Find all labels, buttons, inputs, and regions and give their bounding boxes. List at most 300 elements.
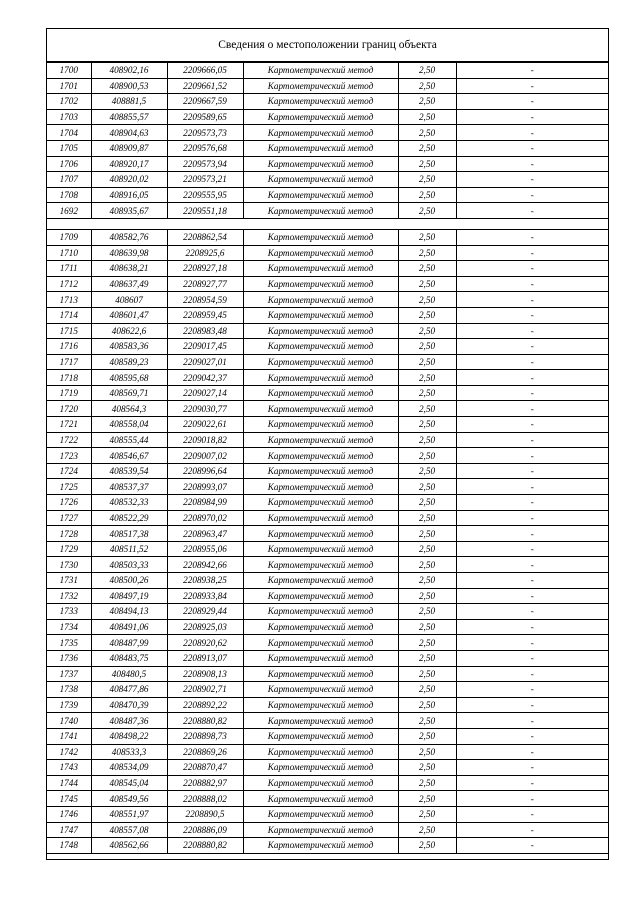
description-cell: - xyxy=(456,791,608,807)
description-cell: - xyxy=(456,78,608,94)
coord-y-cell: 2208933,84 xyxy=(167,588,243,604)
description-cell: - xyxy=(456,495,608,511)
coord-y-cell: 2208890,5 xyxy=(167,806,243,822)
method-cell: Картометрический метод xyxy=(243,650,398,666)
coord-y-cell: 2208955,06 xyxy=(167,541,243,557)
coord-x-cell: 408500,26 xyxy=(91,573,167,589)
coord-y-cell: 2208880,82 xyxy=(167,713,243,729)
accuracy-cell: 2,50 xyxy=(398,760,456,776)
coord-x-cell: 408522,29 xyxy=(91,510,167,526)
accuracy-cell: 2,50 xyxy=(398,728,456,744)
coord-y-cell: 2209666,05 xyxy=(167,63,243,79)
accuracy-cell: 2,50 xyxy=(398,682,456,698)
description-cell: - xyxy=(456,557,608,573)
accuracy-cell: 2,50 xyxy=(398,822,456,838)
description-cell: - xyxy=(456,203,608,219)
description-cell: - xyxy=(456,682,608,698)
description-cell: - xyxy=(456,401,608,417)
coord-x-cell: 408637,49 xyxy=(91,276,167,292)
method-cell: Картометрический метод xyxy=(243,187,398,203)
accuracy-cell: 2,50 xyxy=(398,140,456,156)
coord-x-cell: 408537,37 xyxy=(91,479,167,495)
accuracy-cell: 2,50 xyxy=(398,635,456,651)
method-cell: Картометрический метод xyxy=(243,229,398,245)
description-cell: - xyxy=(456,604,608,620)
description-cell: - xyxy=(456,187,608,203)
method-cell: Картометрический метод xyxy=(243,541,398,557)
accuracy-cell: 2,50 xyxy=(398,276,456,292)
accuracy-cell: 2,50 xyxy=(398,339,456,355)
description-cell: - xyxy=(456,573,608,589)
coord-x-cell: 408480,5 xyxy=(91,666,167,682)
method-cell: Картометрический метод xyxy=(243,432,398,448)
coord-x-cell: 408503,33 xyxy=(91,557,167,573)
coord-y-cell: 2208996,64 xyxy=(167,463,243,479)
table-row xyxy=(47,650,608,666)
point-number-cell: 1713 xyxy=(47,292,91,308)
group1-rows xyxy=(47,63,608,219)
coord-y-cell: 2209018,82 xyxy=(167,432,243,448)
coord-x-cell: 408511,52 xyxy=(91,541,167,557)
method-cell: Картометрический метод xyxy=(243,728,398,744)
method-cell: Картометрический метод xyxy=(243,744,398,760)
coord-x-cell: 408534,09 xyxy=(91,760,167,776)
coord-x-cell: 408533,3 xyxy=(91,744,167,760)
accuracy-cell: 2,50 xyxy=(398,541,456,557)
coord-x-cell: 408855,57 xyxy=(91,109,167,125)
accuracy-cell: 2,50 xyxy=(398,604,456,620)
accuracy-cell: 2,50 xyxy=(398,187,456,203)
coord-x-cell: 408589,23 xyxy=(91,354,167,370)
point-number-cell: 1734 xyxy=(47,619,91,635)
description-cell: - xyxy=(456,432,608,448)
point-number-cell: 1711 xyxy=(47,261,91,277)
accuracy-cell: 2,50 xyxy=(398,292,456,308)
accuracy-cell: 2,50 xyxy=(398,744,456,760)
accuracy-cell: 2,50 xyxy=(398,78,456,94)
description-cell: - xyxy=(456,806,608,822)
table-row xyxy=(47,744,608,760)
table-row xyxy=(47,63,608,79)
description-cell: - xyxy=(456,588,608,604)
accuracy-cell: 2,50 xyxy=(398,557,456,573)
table-row xyxy=(47,838,608,854)
point-number-cell: 1727 xyxy=(47,510,91,526)
method-cell: Картометрический метод xyxy=(243,775,398,791)
point-number-cell: 1745 xyxy=(47,791,91,807)
boundary-table-sheet xyxy=(46,28,609,860)
coord-x-cell: 408638,21 xyxy=(91,261,167,277)
table-row xyxy=(47,775,608,791)
accuracy-cell: 2,50 xyxy=(398,510,456,526)
point-number-cell: 1715 xyxy=(47,323,91,339)
coord-y-cell: 2209027,01 xyxy=(167,354,243,370)
coord-y-cell: 2209017,45 xyxy=(167,339,243,355)
coordinates-table xyxy=(47,62,608,854)
description-cell: - xyxy=(456,479,608,495)
point-number-cell: 1735 xyxy=(47,635,91,651)
coord-y-cell: 2208970,02 xyxy=(167,510,243,526)
coord-x-cell: 408601,47 xyxy=(91,307,167,323)
coord-y-cell: 2208929,44 xyxy=(167,604,243,620)
table-row xyxy=(47,791,608,807)
description-cell: - xyxy=(456,619,608,635)
description-cell: - xyxy=(456,463,608,479)
table-row xyxy=(47,588,608,604)
method-cell: Картометрический метод xyxy=(243,339,398,355)
coord-y-cell: 2208984,99 xyxy=(167,495,243,511)
method-cell: Картометрический метод xyxy=(243,822,398,838)
point-number-cell: 1709 xyxy=(47,229,91,245)
method-cell: Картометрический метод xyxy=(243,370,398,386)
coord-x-cell: 408909,87 xyxy=(91,140,167,156)
coord-y-cell: 2208925,03 xyxy=(167,619,243,635)
coord-x-cell: 408555,44 xyxy=(91,432,167,448)
point-number-cell: 1718 xyxy=(47,370,91,386)
method-cell: Картометрический метод xyxy=(243,463,398,479)
accuracy-cell: 2,50 xyxy=(398,354,456,370)
coord-x-cell: 408549,56 xyxy=(91,791,167,807)
coord-y-cell: 2208882,97 xyxy=(167,775,243,791)
description-cell: - xyxy=(456,385,608,401)
coord-y-cell: 2209042,37 xyxy=(167,370,243,386)
point-number-cell: 1692 xyxy=(47,203,91,219)
coord-y-cell: 2208983,48 xyxy=(167,323,243,339)
method-cell: Картометрический метод xyxy=(243,125,398,141)
coord-y-cell: 2209551,18 xyxy=(167,203,243,219)
method-cell: Картометрический метод xyxy=(243,307,398,323)
coord-y-cell: 2209576,68 xyxy=(167,140,243,156)
coord-y-cell: 2208862,54 xyxy=(167,229,243,245)
method-cell: Картометрический метод xyxy=(243,140,398,156)
coord-y-cell: 2209007,02 xyxy=(167,448,243,464)
table-row xyxy=(47,495,608,511)
point-number-cell: 1726 xyxy=(47,495,91,511)
method-cell: Картометрический метод xyxy=(243,276,398,292)
coord-x-cell: 408916,05 xyxy=(91,187,167,203)
description-cell: - xyxy=(456,760,608,776)
description-cell: - xyxy=(456,744,608,760)
table-row xyxy=(47,697,608,713)
description-cell: - xyxy=(456,775,608,791)
description-cell: - xyxy=(456,713,608,729)
coord-x-cell: 408477,86 xyxy=(91,682,167,698)
description-cell: - xyxy=(456,417,608,433)
coord-x-cell: 408551,97 xyxy=(91,806,167,822)
method-cell: Картометрический метод xyxy=(243,354,398,370)
accuracy-cell: 2,50 xyxy=(398,261,456,277)
method-cell: Картометрический метод xyxy=(243,573,398,589)
coord-y-cell: 2208920,62 xyxy=(167,635,243,651)
point-number-cell: 1706 xyxy=(47,156,91,172)
accuracy-cell: 2,50 xyxy=(398,713,456,729)
description-cell: - xyxy=(456,822,608,838)
accuracy-cell: 2,50 xyxy=(398,432,456,448)
accuracy-cell: 2,50 xyxy=(398,370,456,386)
table-row xyxy=(47,261,608,277)
table-row xyxy=(47,125,608,141)
point-number-cell: 1707 xyxy=(47,172,91,188)
description-cell: - xyxy=(456,63,608,79)
method-cell: Картометрический метод xyxy=(243,682,398,698)
point-number-cell: 1743 xyxy=(47,760,91,776)
table-row xyxy=(47,187,608,203)
method-cell: Картометрический метод xyxy=(243,666,398,682)
description-cell: - xyxy=(456,838,608,854)
coord-x-cell: 408487,99 xyxy=(91,635,167,651)
point-number-cell: 1712 xyxy=(47,276,91,292)
description-cell: - xyxy=(456,526,608,542)
accuracy-cell: 2,50 xyxy=(398,245,456,261)
coord-y-cell: 2208959,45 xyxy=(167,307,243,323)
table-row xyxy=(47,573,608,589)
coord-y-cell: 2209573,21 xyxy=(167,172,243,188)
coord-x-cell: 408498,22 xyxy=(91,728,167,744)
table-row xyxy=(47,245,608,261)
description-cell: - xyxy=(456,172,608,188)
point-number-cell: 1710 xyxy=(47,245,91,261)
coord-x-cell: 408487,36 xyxy=(91,713,167,729)
point-number-cell: 1708 xyxy=(47,187,91,203)
description-cell: - xyxy=(456,229,608,245)
point-number-cell: 1703 xyxy=(47,109,91,125)
coord-y-cell: 2209030,77 xyxy=(167,401,243,417)
method-cell: Картометрический метод xyxy=(243,557,398,573)
coord-x-cell: 408494,13 xyxy=(91,604,167,620)
coord-x-cell: 408517,38 xyxy=(91,526,167,542)
coord-x-cell: 408470,39 xyxy=(91,697,167,713)
table-row xyxy=(47,760,608,776)
point-number-cell: 1716 xyxy=(47,339,91,355)
point-number-cell: 1741 xyxy=(47,728,91,744)
accuracy-cell: 2,50 xyxy=(398,385,456,401)
method-cell: Картометрический метод xyxy=(243,713,398,729)
accuracy-cell: 2,50 xyxy=(398,172,456,188)
table-row xyxy=(47,109,608,125)
accuracy-cell: 2,50 xyxy=(398,791,456,807)
coord-y-cell: 2209022,61 xyxy=(167,417,243,433)
point-number-cell: 1719 xyxy=(47,385,91,401)
description-cell: - xyxy=(456,635,608,651)
coord-y-cell: 2208993,07 xyxy=(167,479,243,495)
description-cell: - xyxy=(456,109,608,125)
method-cell: Картометрический метод xyxy=(243,479,398,495)
accuracy-cell: 2,50 xyxy=(398,463,456,479)
description-cell: - xyxy=(456,541,608,557)
accuracy-cell: 2,50 xyxy=(398,775,456,791)
coord-y-cell: 2208925,6 xyxy=(167,245,243,261)
table-row xyxy=(47,432,608,448)
table-row xyxy=(47,619,608,635)
coord-y-cell: 2208942,66 xyxy=(167,557,243,573)
method-cell: Картометрический метод xyxy=(243,323,398,339)
method-cell: Картометрический метод xyxy=(243,156,398,172)
description-cell: - xyxy=(456,125,608,141)
coord-y-cell: 2208913,07 xyxy=(167,650,243,666)
coord-x-cell: 408497,19 xyxy=(91,588,167,604)
accuracy-cell: 2,50 xyxy=(398,588,456,604)
coord-y-cell: 2209027,14 xyxy=(167,385,243,401)
coord-y-cell: 2208963,47 xyxy=(167,526,243,542)
table-row xyxy=(47,666,608,682)
table-row xyxy=(47,713,608,729)
method-cell: Картометрический метод xyxy=(243,109,398,125)
table-row xyxy=(47,385,608,401)
coord-y-cell: 2208870,47 xyxy=(167,760,243,776)
coord-x-cell: 408558,04 xyxy=(91,417,167,433)
point-number-cell: 1722 xyxy=(47,432,91,448)
coord-x-cell: 408491,06 xyxy=(91,619,167,635)
accuracy-cell: 2,50 xyxy=(398,94,456,110)
point-number-cell: 1702 xyxy=(47,94,91,110)
coord-y-cell: 2209589,65 xyxy=(167,109,243,125)
accuracy-cell: 2,50 xyxy=(398,63,456,79)
point-number-cell: 1739 xyxy=(47,697,91,713)
coord-x-cell: 408639,98 xyxy=(91,245,167,261)
method-cell: Картометрический метод xyxy=(243,203,398,219)
coord-y-cell: 2208927,77 xyxy=(167,276,243,292)
method-cell: Картометрический метод xyxy=(243,417,398,433)
table-row xyxy=(47,682,608,698)
table-title: Сведения о местоположении границ объекта xyxy=(47,29,608,62)
accuracy-cell: 2,50 xyxy=(398,448,456,464)
accuracy-cell: 2,50 xyxy=(398,307,456,323)
point-number-cell: 1728 xyxy=(47,526,91,542)
table-row xyxy=(47,479,608,495)
method-cell: Картометрический метод xyxy=(243,94,398,110)
coord-x-cell: 408920,17 xyxy=(91,156,167,172)
point-number-cell: 1701 xyxy=(47,78,91,94)
accuracy-cell: 2,50 xyxy=(398,109,456,125)
point-number-cell: 1733 xyxy=(47,604,91,620)
point-number-cell: 1731 xyxy=(47,573,91,589)
table-row xyxy=(47,635,608,651)
point-number-cell: 1721 xyxy=(47,417,91,433)
accuracy-cell: 2,50 xyxy=(398,806,456,822)
method-cell: Картометрический метод xyxy=(243,806,398,822)
accuracy-cell: 2,50 xyxy=(398,479,456,495)
table-row xyxy=(47,172,608,188)
point-number-cell: 1723 xyxy=(47,448,91,464)
table-row xyxy=(47,604,608,620)
point-number-cell: 1717 xyxy=(47,354,91,370)
table-row xyxy=(47,140,608,156)
table-row xyxy=(47,78,608,94)
method-cell: Картометрический метод xyxy=(243,78,398,94)
description-cell: - xyxy=(456,292,608,308)
accuracy-cell: 2,50 xyxy=(398,495,456,511)
method-cell: Картометрический метод xyxy=(243,385,398,401)
method-cell: Картометрический метод xyxy=(243,588,398,604)
coord-y-cell: 2208886,09 xyxy=(167,822,243,838)
method-cell: Картометрический метод xyxy=(243,245,398,261)
point-number-cell: 1705 xyxy=(47,140,91,156)
coord-y-cell: 2208869,26 xyxy=(167,744,243,760)
method-cell: Картометрический метод xyxy=(243,604,398,620)
point-number-cell: 1747 xyxy=(47,822,91,838)
group2-rows xyxy=(47,229,608,853)
method-cell: Картометрический метод xyxy=(243,172,398,188)
coord-y-cell: 2208902,71 xyxy=(167,682,243,698)
method-cell: Картометрический метод xyxy=(243,292,398,308)
coord-x-cell: 408582,76 xyxy=(91,229,167,245)
table-row xyxy=(47,229,608,245)
accuracy-cell: 2,50 xyxy=(398,323,456,339)
table-row xyxy=(47,323,608,339)
accuracy-cell: 2,50 xyxy=(398,526,456,542)
table-row xyxy=(47,806,608,822)
coord-y-cell: 2208888,02 xyxy=(167,791,243,807)
description-cell: - xyxy=(456,94,608,110)
description-cell: - xyxy=(456,276,608,292)
coord-y-cell: 2209555,95 xyxy=(167,187,243,203)
table-row xyxy=(47,541,608,557)
point-number-cell: 1720 xyxy=(47,401,91,417)
method-cell: Картометрический метод xyxy=(243,63,398,79)
table-row xyxy=(47,156,608,172)
table-row xyxy=(47,463,608,479)
coord-y-cell: 2208938,25 xyxy=(167,573,243,589)
method-cell: Картометрический метод xyxy=(243,448,398,464)
accuracy-cell: 2,50 xyxy=(398,401,456,417)
method-cell: Картометрический метод xyxy=(243,526,398,542)
coord-x-cell: 408539,54 xyxy=(91,463,167,479)
method-cell: Картометрический метод xyxy=(243,261,398,277)
point-number-cell: 1746 xyxy=(47,806,91,822)
coord-y-cell: 2208898,73 xyxy=(167,728,243,744)
method-cell: Картометрический метод xyxy=(243,510,398,526)
table-row xyxy=(47,354,608,370)
description-cell: - xyxy=(456,697,608,713)
description-cell: - xyxy=(456,448,608,464)
table-row xyxy=(47,339,608,355)
table-row xyxy=(47,203,608,219)
point-number-cell: 1740 xyxy=(47,713,91,729)
table-row xyxy=(47,822,608,838)
method-cell: Картометрический метод xyxy=(243,635,398,651)
point-number-cell: 1748 xyxy=(47,838,91,854)
description-cell: - xyxy=(456,370,608,386)
description-cell: - xyxy=(456,261,608,277)
method-cell: Картометрический метод xyxy=(243,619,398,635)
coord-x-cell: 408569,71 xyxy=(91,385,167,401)
coord-y-cell: 2208927,18 xyxy=(167,261,243,277)
coord-x-cell: 408562,66 xyxy=(91,838,167,854)
accuracy-cell: 2,50 xyxy=(398,650,456,666)
point-number-cell: 1744 xyxy=(47,775,91,791)
coord-y-cell: 2209661,52 xyxy=(167,78,243,94)
coord-x-cell: 408920,02 xyxy=(91,172,167,188)
description-cell: - xyxy=(456,245,608,261)
coord-x-cell: 408564,3 xyxy=(91,401,167,417)
point-number-cell: 1704 xyxy=(47,125,91,141)
coord-y-cell: 2209667,59 xyxy=(167,94,243,110)
coord-x-cell: 408595,68 xyxy=(91,370,167,386)
description-cell: - xyxy=(456,156,608,172)
coord-x-cell: 408583,36 xyxy=(91,339,167,355)
method-cell: Картометрический метод xyxy=(243,401,398,417)
description-cell: - xyxy=(456,323,608,339)
table-row xyxy=(47,448,608,464)
point-number-cell: 1724 xyxy=(47,463,91,479)
table-row xyxy=(47,94,608,110)
table-row xyxy=(47,401,608,417)
coord-x-cell: 408904,63 xyxy=(91,125,167,141)
method-cell: Картометрический метод xyxy=(243,760,398,776)
coord-x-cell: 408902,16 xyxy=(91,63,167,79)
description-cell: - xyxy=(456,339,608,355)
accuracy-cell: 2,50 xyxy=(398,417,456,433)
